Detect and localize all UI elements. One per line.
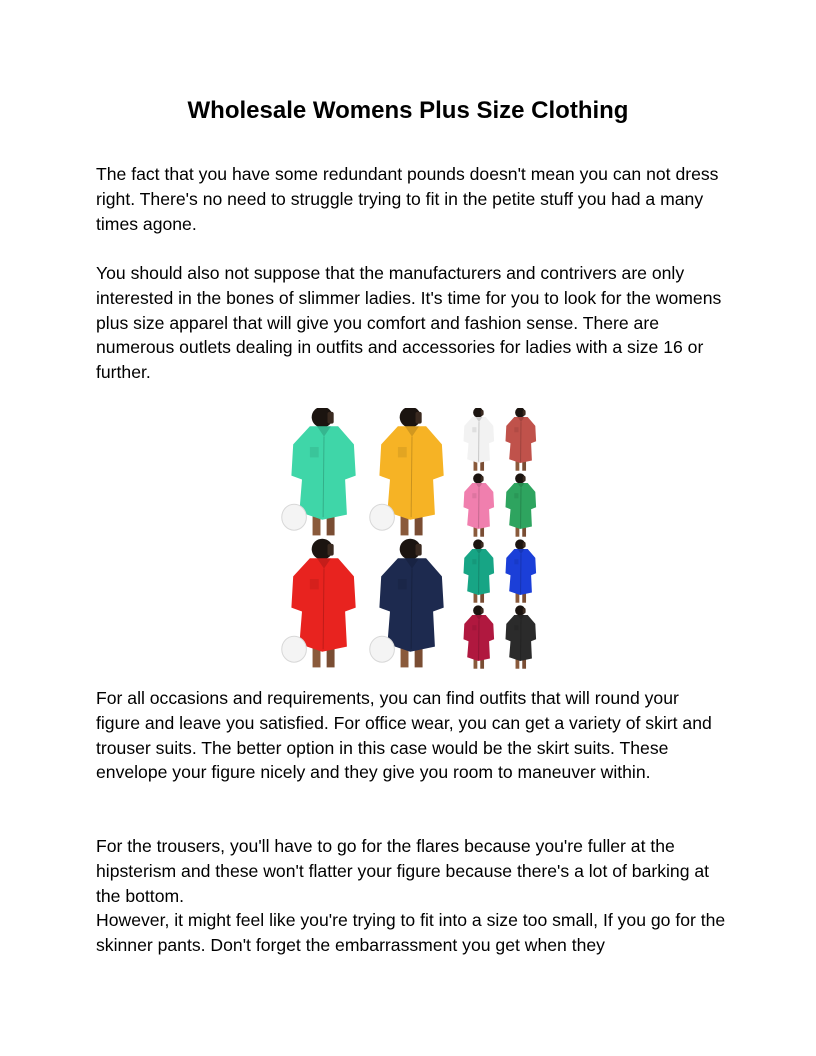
product-collage-image xyxy=(280,408,542,670)
paragraph-5: However, it might feel like you're trying to fit into a size too small, If you go for the skinner pants. Don't forget the embarrassment you get when they xyxy=(96,910,726,955)
shirt-dress-collage xyxy=(280,408,542,670)
small-shirt-dress-5 xyxy=(464,539,495,602)
paragraph-3: For all occasions and requirements, you can find outfits that will round your figure and leave you satisfied. For office wear, you can get a variety of skirt and trouser suits. The better option in this case would be the skirt suits. These envelope your figure nicely and they give you room to maneuver within. xyxy=(96,688,712,783)
small-shirt-dress-4 xyxy=(506,473,537,536)
paragraph-2: You should also not suppose that the manufacturers and contrivers are only interested in the bones of slimmer ladies. It's time for you to look for the womens plus size apparel that will give you comfort and fashion sense. There are numerous outlets dealing in outfits and accessories for ladies with a size 16 or further. xyxy=(96,263,722,383)
paragraph-4: For the trousers, you'll have to go for the flares because you're fuller at the hipsterism and these won't flatter your figure because there's a lot of barking at the bottom. xyxy=(96,836,710,906)
large-shirt-dress-4 xyxy=(370,539,444,668)
large-shirt-dress-3 xyxy=(282,539,356,668)
small-shirt-dress-7 xyxy=(464,605,495,668)
large-shirt-dress-2 xyxy=(370,408,444,535)
large-shirt-dress-1 xyxy=(282,408,356,535)
small-shirt-dress-8 xyxy=(506,605,537,668)
small-shirt-dress-6 xyxy=(506,539,537,602)
small-shirt-dress-2 xyxy=(506,408,537,471)
small-shirt-dress-3 xyxy=(464,473,495,536)
small-shirt-dress-1 xyxy=(464,408,495,471)
paragraph-1: The fact that you have some redundant pounds doesn't mean you can not dress right. There's no need to struggle trying to fit in the petite stuff you had a many times agone. xyxy=(96,164,719,234)
document-title: Wholesale Womens Plus Size Clothing xyxy=(187,97,629,124)
